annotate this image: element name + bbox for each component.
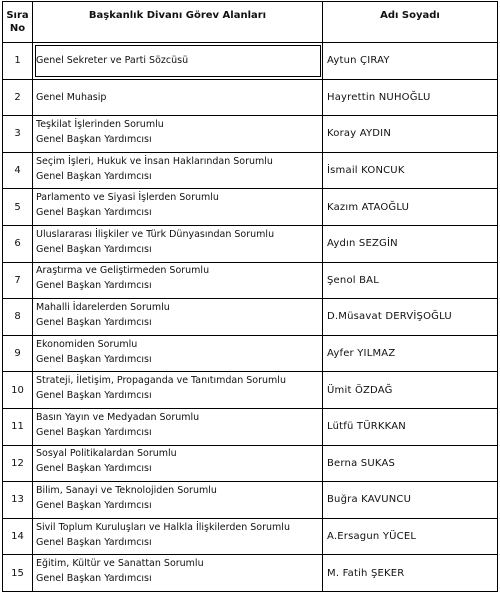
table-row bbox=[3, 445, 498, 482]
duty-area-line1: Sosyal Politikalardan Sorumlu bbox=[36, 448, 177, 460]
full-name-cell[interactable]: Ayfer YILMAZ bbox=[323, 335, 498, 372]
duty-area-line1: Bilim, Sanayi ve Teknolojiden Sorumlu bbox=[36, 484, 217, 496]
duty-area-line2: Genel Başkan Yardımcısı bbox=[36, 280, 152, 292]
duty-area-cell[interactable] bbox=[33, 335, 323, 372]
duty-area-line1: Araştırma ve Geliştirmeden Sorumlu bbox=[36, 265, 210, 277]
full-name-cell[interactable]: Aytun ÇIRAY bbox=[323, 43, 498, 80]
full-name-cell[interactable]: Hayrettin NUHOĞLU bbox=[323, 79, 498, 116]
header-row-number-line1: Sıra bbox=[6, 10, 29, 21]
row-number-cell: 12 bbox=[3, 445, 33, 482]
duty-area-line1: Parlamento ve Siyasi İşlerden Sorumlu bbox=[36, 192, 219, 204]
duty-area-line2: Genel Başkan Yardımcısı bbox=[36, 426, 152, 438]
row-number-cell: 5 bbox=[3, 189, 33, 226]
duty-area-line1: Basın Yayın ve Medyadan Sorumlu bbox=[36, 411, 200, 423]
full-name-cell[interactable]: Şenol BAL bbox=[323, 262, 498, 299]
table-row bbox=[3, 116, 498, 153]
table-row bbox=[3, 335, 498, 372]
duty-area-line1: Seçim İşleri, Hukuk ve İnsan Haklarından Sorumlu bbox=[36, 155, 273, 167]
row-number-cell: 13 bbox=[3, 482, 33, 519]
table-row bbox=[3, 482, 498, 519]
row-number-cell: 6 bbox=[3, 225, 33, 262]
duty-area-cell[interactable] bbox=[33, 262, 323, 299]
row-number-cell: 10 bbox=[3, 372, 33, 409]
duty-area-line2: Genel Başkan Yardımcısı bbox=[36, 316, 152, 328]
header-duty-area: Başkanlık Divanı Görev Alanları bbox=[33, 2, 323, 43]
duty-area-line2: Genel Başkan Yardımcısı bbox=[36, 170, 152, 182]
executive-board-table bbox=[2, 1, 498, 592]
duty-area-cell[interactable] bbox=[33, 408, 323, 445]
duty-area-line2: Genel Başkan Yardımcısı bbox=[36, 463, 152, 475]
duty-area-line2: Genel Başkan Yardımcısı bbox=[36, 133, 152, 145]
full-name-cell[interactable]: Berna SUKAS bbox=[323, 445, 498, 482]
row-number-cell: 8 bbox=[3, 299, 33, 336]
row-number-cell: 14 bbox=[3, 518, 33, 555]
duty-area-line1: Genel Sekreter ve Parti Sözcüsü bbox=[36, 55, 189, 67]
duty-area-line2: Genel Başkan Yardımcısı bbox=[36, 573, 152, 585]
header-row-number-line2: No bbox=[9, 23, 26, 34]
table-row bbox=[3, 225, 498, 262]
duty-area-line1: Strateji, İletişim, Propaganda ve Tanıtımdan Sorumlu bbox=[36, 375, 286, 387]
table-row bbox=[3, 408, 498, 445]
duty-area-cell[interactable] bbox=[33, 152, 323, 189]
row-number-cell: 15 bbox=[3, 555, 33, 592]
duty-area-line1: Sivil Toplum Kuruluşları ve Halkla İlişkilerden Sorumlu bbox=[36, 521, 290, 533]
table-row bbox=[3, 372, 498, 409]
duty-area-cell[interactable] bbox=[33, 445, 323, 482]
full-name-cell[interactable]: Buğra KAVUNCU bbox=[323, 482, 498, 519]
executive-board-table-sheet bbox=[2, 1, 497, 585]
duty-area-cell[interactable] bbox=[33, 43, 323, 80]
duty-area-line2: Genel Başkan Yardımcısı bbox=[36, 207, 152, 219]
full-name-cell[interactable]: D.Müsavat DERVİŞOĞLU bbox=[323, 299, 498, 336]
duty-area-line2: Genel Başkan Yardımcısı bbox=[36, 499, 152, 511]
duty-area-cell[interactable] bbox=[33, 116, 323, 153]
duty-area-cell[interactable] bbox=[33, 189, 323, 226]
row-number-cell: 1 bbox=[3, 43, 33, 80]
header-row-number bbox=[3, 2, 33, 43]
full-name-cell[interactable]: Ümit ÖZDAĞ bbox=[323, 372, 498, 409]
duty-area-cell[interactable] bbox=[33, 518, 323, 555]
full-name-cell[interactable]: Koray AYDIN bbox=[323, 116, 498, 153]
duty-area-line2: Genel Başkan Yardımcısı bbox=[36, 353, 152, 365]
duty-area-line1: Ekonomiden Sorumlu bbox=[36, 338, 138, 350]
full-name-cell[interactable]: Lütfü TÜRKKAN bbox=[323, 408, 498, 445]
table-row bbox=[3, 189, 498, 226]
row-number-cell: 9 bbox=[3, 335, 33, 372]
table-row bbox=[3, 555, 498, 592]
duty-area-cell[interactable] bbox=[33, 482, 323, 519]
duty-area-line1: Eğitim, Kültür ve Sanattan Sorumlu bbox=[36, 558, 204, 570]
duty-area-line1: Genel Muhasip bbox=[36, 91, 107, 103]
table-row bbox=[3, 299, 498, 336]
row-number-cell: 2 bbox=[3, 79, 33, 116]
duty-area-line1: Uluslararası İlişkiler ve Türk Dünyasından Sorumlu bbox=[36, 228, 275, 240]
duty-area-line2: Genel Başkan Yardımcısı bbox=[36, 390, 152, 402]
full-name-cell[interactable]: M. Fatih ŞEKER bbox=[323, 555, 498, 592]
duty-area-cell[interactable] bbox=[33, 225, 323, 262]
row-number-cell: 11 bbox=[3, 408, 33, 445]
table-row bbox=[3, 518, 498, 555]
table-row bbox=[3, 79, 498, 116]
duty-area-cell[interactable] bbox=[33, 79, 323, 116]
table-row bbox=[3, 262, 498, 299]
duty-area-line2: Genel Başkan Yardımcısı bbox=[36, 243, 152, 255]
row-number-cell: 7 bbox=[3, 262, 33, 299]
full-name-cell[interactable]: İsmail KONCUK bbox=[323, 152, 498, 189]
row-number-cell: 4 bbox=[3, 152, 33, 189]
full-name-cell[interactable]: Kazım ATAOĞLU bbox=[323, 189, 498, 226]
full-name-cell[interactable]: Aydın SEZGİN bbox=[323, 225, 498, 262]
duty-area-line2: Genel Başkan Yardımcısı bbox=[36, 536, 152, 548]
header-full-name: Adı Soyadı bbox=[323, 2, 498, 43]
duty-area-cell[interactable] bbox=[33, 555, 323, 592]
table-header-row bbox=[3, 2, 498, 43]
duty-area-cell[interactable] bbox=[33, 372, 323, 409]
duty-area-line1: Teşkilat İşlerinden Sorumlu bbox=[36, 118, 164, 130]
duty-area-line1: Mahalli İdarelerden Sorumlu bbox=[36, 301, 170, 313]
full-name-cell[interactable]: A.Ersagun YÜCEL bbox=[323, 518, 498, 555]
row-number-cell: 3 bbox=[3, 116, 33, 153]
duty-area-cell[interactable] bbox=[33, 299, 323, 336]
table-row bbox=[3, 43, 498, 80]
table-row bbox=[3, 152, 498, 189]
